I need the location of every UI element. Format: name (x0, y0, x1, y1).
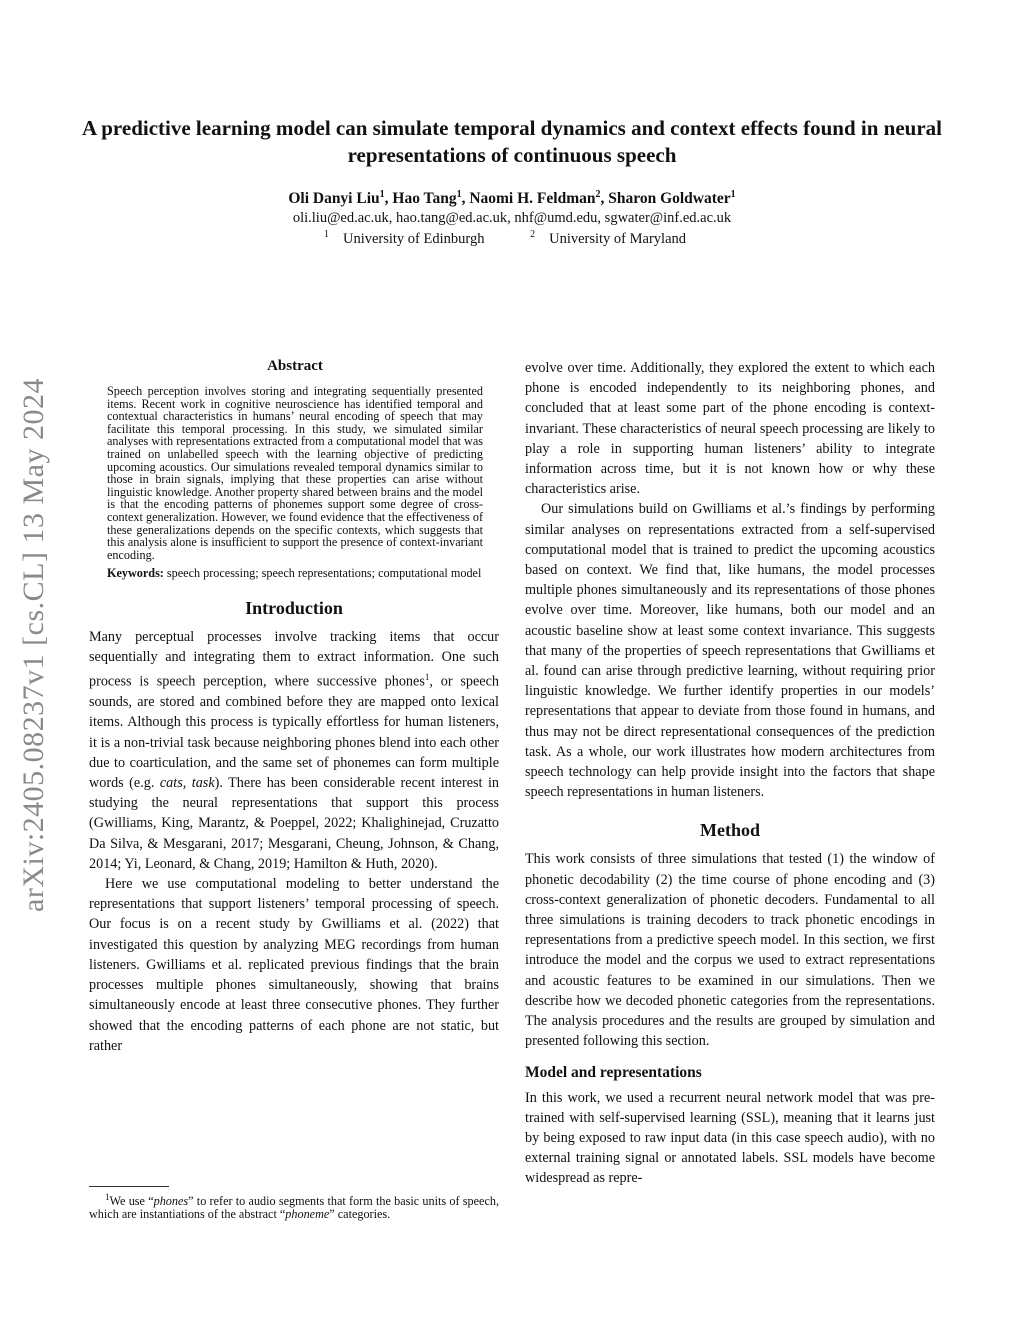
intro-paragraph-1: Many perceptual processes involve tracking items that occur sequentially and integrating them to extract information. One such process is speech perception, where successive phones$^1$, or speech sounds, are stored and combined before they are mapped onto lexical items. Although this process is typically effortless for human listeners, it is a non-trivial task because neighboring phones blend into each other due to coarticulation, and the same set of phonemes can form multiple words (e.g. cats, task). There has been considerable recent interest in studying the neural representations that support this process (Gwilliams, King, Marantz, & Poeppel, 2022; Khalighinejad, Cruzatto Da Silva, & Mesgarani, 2017; Mesgarani, Cheung, Johnson, & Chang, 2014; Yi, Leonard, & Chang, 2019; Hamilton & Huth, 2020). (89, 628, 500, 872)
author: Sharon Goldwater$^1$ (608, 189, 736, 208)
right-column (525, 358, 935, 1189)
keywords-label: Keywords: (107, 566, 164, 581)
paper-title: A predictive learning model can simulate temporal dynamics and context effects found in neural representations of continuous speech (82, 116, 942, 167)
intro-paragraph-2: Here we use computational modeling to better understand the representations that support listeners’ temporal processing of speech. Our focus is on a recent study by Gwilliams et al. (2022) that investigated this question by analyzing MEG recordings from human listeners. Gwilliams et al. replicated previous findings that the brain processes multiple phones simultaneously, showing that brains simultaneously encode at least three consecutive phones. They further showed that the encoding patterns of each phone are not static, but rather (89, 876, 499, 1054)
footnote (89, 1186, 499, 1221)
method-heading: Method (700, 820, 760, 841)
affiliation: $^2$ University of Maryland (530, 229, 687, 247)
affiliations (70, 229, 954, 248)
paper-header (70, 115, 954, 248)
keywords (107, 567, 483, 580)
intro-paragraph-3: Our simulations build on Gwilliams et al.’s findings by performing similar analyses on representations extracted from a self-supervised computational model that is trained to predict the upcoming acoustics based on context. We find that, like humans, the model processes multiple phones simultaneously and its representations of those phones evolve over time. Moreover, like humans, both our model and an acoustic baseline show at least some context invariance. This suggests that many of the properties of speech representations that Gwilliams et al. found can arise through predictive learning, without requiring prior linguistic knowledge. We further identify properties in our models’ representations that appear to deviate from those found in humans, and thus may not be direct representational consequences of the prediction task. As a whole, our work illustrates how modern architectures from speech technology can help provide insight into the factors that shape speech representations in human listeners. (525, 501, 935, 801)
affiliation: $^1$ University of Edinburgh (323, 229, 485, 247)
arxiv-identifier (12, 345, 56, 945)
introduction-heading: Introduction (245, 597, 343, 618)
arxiv-identifier-text: arXiv:2405.08237v1 [cs.CL] 13 May 2024 (17, 378, 50, 912)
author: Naomi H. Feldman$^2$, (469, 189, 609, 208)
footnote-rule (89, 1186, 169, 1187)
abstract-text: Speech perception involves storing and integrating sequentially presented items. Recent work in cognitive neuroscience has identified temporal and contextual characteristics in humans’ neural encoding of speech that may facilitate this temporal processing. In this study, we simulated similar analyses with representations extracted from a computational model that was trained on unlabelled speech with the learning objective of predicting upcoming acoustics. Our simulations revealed temporal dynamics similar to those in brain signals, implying that these properties can arise without linguistic knowledge. Another property shared between brains and the model is that the encoding patterns of phonemes support some degree of cross-context generalization. However, we found evidence that the effectiveness of these generalizations depends on the specific contexts, which suggests that this analysis alone is insufficient to support the presence of context-invariant encoding. (107, 384, 483, 562)
author-list (70, 189, 954, 208)
footnote-text: $^1$We use “phones” to refer to audio segments that form the basic units of speech, which are instantiations of the abstract “phoneme” categories. (89, 1192, 499, 1222)
left-column (89, 358, 499, 1056)
keywords-text: speech processing; speech representations; computational model (166, 566, 482, 581)
author: Hao Tang$^1$, (392, 189, 470, 208)
method-paragraph-2: In this work, we used a recurrent neural network model that was pre-trained with self-supervised learning (SSL), meaning that it learns just by being exposed to raw input data (in this case speech audio), with no external training signal or annotated labels. SSL models have become widespread as repre- (525, 1089, 935, 1187)
footnote-marker[interactable]: 1 (424, 672, 430, 683)
author-emails: oli.liu@ed.ac.uk, hao.tang@ed.ac.uk, nhf@umd.edu, sgwater@inf.ed.ac.uk (292, 210, 732, 227)
abstract-heading: Abstract (267, 358, 323, 374)
intro-paragraph-2-continued: evolve over time. Additionally, they explored the extent to which each phone is encoded independently to its neighboring phones, and concluded that at least some part of the phone encoding is context-invariant. These characteristics of neural speech processing are likely to play a role in supporting human listeners’ ability to integrate information across time, but it is not known how or why these characteristics arise. (525, 360, 935, 498)
model-representations-heading: Model and representations (525, 1063, 702, 1081)
author: Oli Danyi Liu$^1$, (288, 189, 393, 208)
method-paragraph-1: This work consists of three simulations that tested (1) the window of phonetic decodability (2) the time course of phone encoding and (3) cross-context generalization of phonetic decoders. Fundamental to all three simulations is training decoders to track phonetic encodings in representations from a predictive speech model. In this section, we first introduce the model and the corpus we used to extract representations and acoustic features to be examined in our simulations. Then we describe how we decoded phonetic categories from the representations. The analysis procedures and the results are grouped by simulation and presented following this section. (525, 851, 935, 1050)
abstract (107, 358, 483, 580)
